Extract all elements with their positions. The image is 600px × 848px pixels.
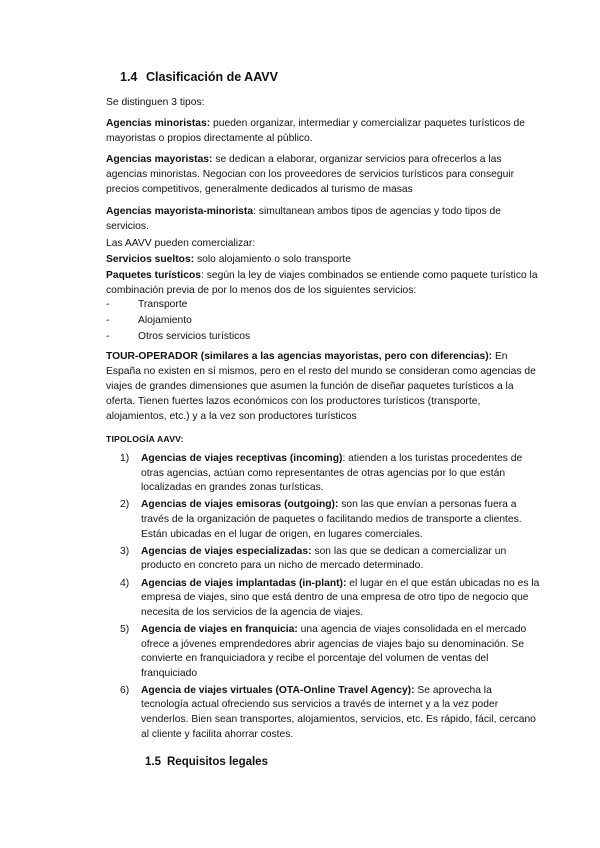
intro-text: Se distinguen 3 tipos: (106, 97, 205, 108)
list-item: 3) Agencias de viajes especializadas: son las que se dedican a comercializar un producto en concreto para un nicho de mercado determinado. (120, 545, 507, 572)
paragraph-mayoristas: Agencias mayoristas: se dedican a elaborar, organizar servicios para ofrecerlos a las agencias minoristas. Negocian con los proveedores de servicios turísticos para conseguir precios competitivos, generalmente dedicados al turismo de masas (106, 154, 515, 195)
tipologia-list (120, 452, 540, 745)
list-item: 5) Agencia de viajes en franquicia: una agencia de viajes consolidada en el mercado ofrece a jóvenes emprendedores abrir agencias de viajes bajo su denominación. Se convierte en franquiciadora y recibe el porcentaje del volumen de ventas del franquiciado (120, 623, 527, 679)
list-item-transporte: - Transporte (106, 299, 188, 310)
section-heading-1-4: 1.4 Clasificación de AAVV (120, 70, 278, 84)
list-item: 6) Agencia de viajes virtuales (OTA-Online Travel Agency): Se aprovecha la tecnología actual ofreciendo sus servicios a través de internet y a la vez poder venderlos. Bien sean transportes, alojamientos, servicios, etc. Es rápido, fácil, cercano al cliente y facilita ahorrar costes. (120, 684, 536, 740)
list-item: 1) Agencias de viajes receptivas (incoming): atienden a los turistas procedentes de otras agencias, actúan como representantes de otras agencias por lo que están localizadas en grandes zonas turísticas. (120, 453, 523, 494)
paragraph-servicios-sueltos: Servicios sueltos: solo alojamiento o solo transporte (106, 254, 351, 265)
paragraph-mayorista-minorista: Agencias mayorista-minorista: simultanean ambos tipos de agencias y todo tipos de servicios. (106, 206, 501, 232)
list-item-alojamiento: - Alojamiento (106, 315, 192, 326)
list-item-otros-servicios: - Otros servicios turísticos (106, 331, 251, 342)
paragraph-tour-operador: TOUR-OPERADOR (similares a las agencias mayoristas, pero con diferencias): En España no existen en sí mismos, pero en el resto del mundo se consideran como agencias de viajes de grandes dimensiones que asumen la función de diseñar paquetes turísticos a la oferta. Tienen fuertes lazos económicos con los productores turísticos (transporte, alojamientos, etc.) y a la vez son productores turísticos (106, 351, 536, 422)
tipologia-heading: TIPOLOGÍA AAVV: (106, 434, 184, 444)
list-item: 2) Agencias de viajes emisoras (outgoing): son las que envían a personas fuera a través de la organización de paquetes o facilitando medios de transporte a clientes. Están ubicadas en el lugar de origen, en lugares comerciales. (120, 499, 522, 540)
paragraph-minoristas: Agencias minoristas: pueden organizar, intermediar y comercializar paquetes turísticos de mayoristas o propios directamente al público. (106, 118, 525, 144)
paragraph-paquetes: Paquetes turísticos: según la ley de viajes combinados se entiende como paquete turístico la combinación previa de por lo menos dos de los siguientes servicios: (106, 270, 538, 296)
comercializar-text: Las AAVV pueden comercializar: (106, 238, 256, 249)
list-item: 4) Agencias de viajes implantadas (in-plant): el lugar en el que están ubicadas no es la empresa de viajes, sino que está dentro de una empresa de otro tipo de negocio que necesita de los servicios de la agencia de viajes. (120, 577, 540, 618)
section-heading-1-5: 1.5 Requisitos legales (145, 756, 268, 768)
